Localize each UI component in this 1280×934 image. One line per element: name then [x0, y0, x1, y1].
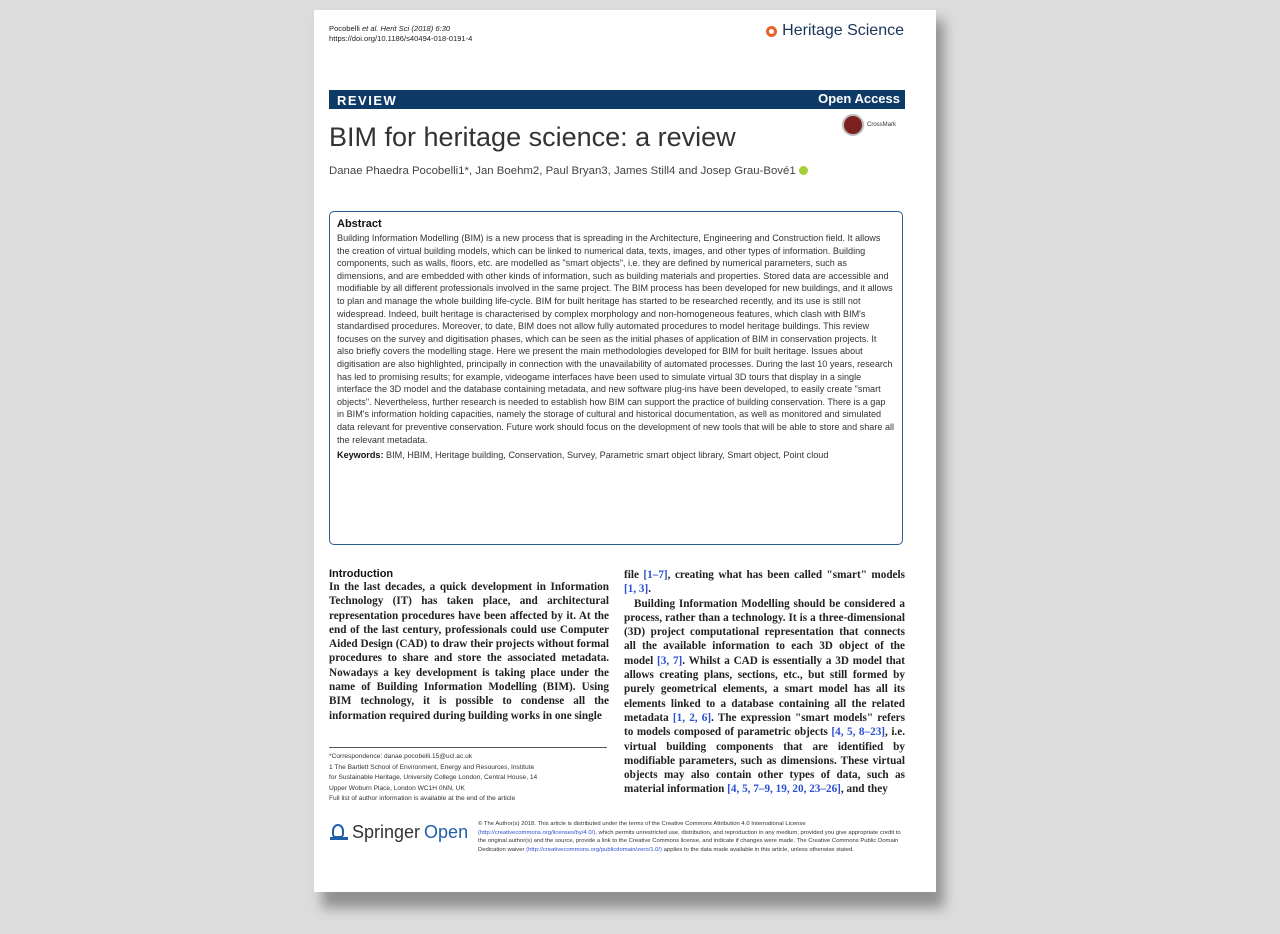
- heritage-science-logo-icon: [766, 26, 777, 37]
- journal-brand: [766, 22, 904, 40]
- crossmark-button[interactable]: [842, 114, 896, 136]
- abstract-heading: Abstract: [337, 218, 382, 230]
- crossmark-label: CrossMark: [867, 122, 897, 128]
- abstract-box: [329, 211, 903, 545]
- abstract-text: Building Information Modelling (BIM) is a new process that is spreading in the Architecture, Engineering and Construction field. It allows the creation of virtual building models, which can be linked to numerical data, texts, images, and other types of information. Building components, such as walls, floors, etc. are modelled as "smart objects", i.e. they are defined by numerical parameters, such as dimensions, and are embedded with other kinds of information, such as building materials and properties. Stored data are accessible and modifiable by all different professionals involved in the same project. The BIM process has been developed for new buildings, and it allows to plan and manage the whole building life-cycle. BIM for built heritage has started to be researched recently, and its use is still not widespread. Indeed, built heritage is characterised by complex morphology and non-homogeneous features, which clash with BIM's standardised procedures. Moreover, to date, BIM does not allow fully automated procedures to model heritage buildings. This review focuses on the survey and digitisation phases, which can be seen as the initial phases of application of BIM in conservation projects. It also briefly covers the modelling stage. Here we present the main methodologies developed for BIM for built heritage. Issues about digitisation are also highlighted, principally in connection with the unavailability of automated processes. During the last 10 years, research has led to promising results; for example, videogame interfaces have been used to simulate virtual 3D tours that display in a single interface the 3D model and the database containing metadata, and new software plug-ins have been developed, to easily create "smart objects". Nevertheless, further research is needed to establish how BIM can support the practice of building conservation. There is a gap in BIM's information holding capacities, namely the storage of cultural and historical documentation, as well as monitored and simulated data relevant for preventive conservation. Future work should focus on the development of new tools that will be able to store and share all the relevant metadata.: [337, 233, 895, 445]
- paper-page: [314, 10, 936, 892]
- orcid-icon[interactable]: [799, 166, 808, 175]
- citation-authors: Pocobelli: [329, 24, 362, 33]
- citation-block: [329, 24, 472, 44]
- footnote-divider: [329, 747, 607, 748]
- article-title: BIM for heritage science: a review: [329, 122, 736, 152]
- waiver-link[interactable]: (http://creativecommons.org/publicdomain/zero/1.0/): [526, 846, 663, 853]
- article-type-banner: [329, 90, 905, 109]
- article-type-label: REVIEW: [337, 93, 398, 108]
- journal-name: Heritage Science: [782, 22, 904, 39]
- citation-year: (2018) 6:30: [409, 24, 451, 33]
- crossmark-icon: [842, 114, 864, 136]
- citation-link[interactable]: [1–7]: [643, 569, 668, 581]
- citation-link[interactable]: [1, 3]: [624, 583, 649, 596]
- publisher-name: Springer: [352, 822, 421, 842]
- authors-text: Danae Phaedra Pocobelli1*, Jan Boehm2, Paul Bryan3, James Still4 and Josep Grau‑Bové1: [329, 165, 796, 177]
- citation-link[interactable]: [1, 2, 6]: [672, 711, 712, 724]
- citation-link[interactable]: [4, 5, 7–9, 19, 20, 23–26]: [727, 783, 841, 796]
- springer-horse-icon: [330, 823, 348, 843]
- introduction-heading: Introduction: [329, 568, 394, 580]
- citation-link[interactable]: [4, 5, 8–23]: [831, 726, 886, 739]
- left-column: [329, 568, 609, 723]
- citation-journal: et al. Herit Sci: [361, 24, 410, 33]
- introduction-left-text: In the last decades, a quick development in Information Technology (IT) has taken place, and architectural representation procedures have been affected by it. At the end of the last century, professionals could use Computer Aided Design (CAD) to draw their projects without formal procedures to share and store the associated metadata. Nowadays a key development is taking place under the name of Building Information Modelling (BIM). Using BIM technology, it is possible to condense all the information required during building works in one single: [329, 581, 609, 722]
- right-column: [624, 568, 905, 797]
- correspondence-note: *Correspondence: danae.pocobelli.15@ucl.ac.uk: [329, 753, 473, 760]
- springer-open-logo: [330, 822, 468, 843]
- publisher-open: Open: [424, 822, 469, 842]
- full-list-note: Full list of author information is available at the end of the article: [329, 795, 516, 803]
- introduction-right-p1: file [1–7], creating what has been called "smart" models [1, 3].: [624, 569, 905, 596]
- affiliation-line: Upper Woburn Place, London WC1H 0NN, UK: [329, 784, 465, 792]
- license-link[interactable]: (http://creativecommons.org/licenses/by/4.0/): [478, 829, 596, 836]
- open-access-label: Open Access: [818, 91, 900, 106]
- license-text: © The Author(s) 2018. This article is distributed under the terms of the Creative Commons Attribution 4.0 International License (http://creativecommons.org/licenses/by/4.0/), which permits unrestricted use, distribution, and reproduction in any medium, provided you give appropriate credit to the original author(s) and the source, provide a link to the Creative Commons license, and indicate if changes were made. The Creative Commons Public Domain Dedication waiver (http://creativecommons.org/publicdomain/zero/1.0/) applies to the data made available in this article, unless otherwise stated.: [478, 821, 901, 853]
- author-list: [329, 165, 808, 177]
- keywords-label: Keywords:: [337, 450, 384, 461]
- footnotes: [329, 752, 609, 805]
- doi-link[interactable]: https://doi.org/10.1186/s40494-018-0191-4: [329, 34, 473, 43]
- affiliation-line: 1 The Bartlett School of Environment, Energy and Resources, Institute: [329, 763, 535, 771]
- keywords-text: BIM, HBIM, Heritage building, Conservation, Survey, Parametric smart object library, Smart object, Point cloud: [383, 450, 829, 461]
- keywords: [337, 449, 895, 461]
- citation-link[interactable]: [3, 7]: [657, 654, 683, 667]
- affiliation-line: for Sustainable Heritage, University College London, Central House, 14: [329, 774, 538, 782]
- introduction-right-p2: Building Information Modelling should be considered a process, rather than a technology. It is a three-dimensional (3D) project computational representation that connects all the available information to each 3D object of the model [3, 7]. Whilst a CAD is essentially a 3D model that allows creating plans, sections, etc., but still formed by purely geometrical elements, a smart model has all its elements linked to a database containing all the related metadata [1, 2, 6]. The expression "smart models" refers to models composed of parametric objects [4, 5, 8–23], i.e. virtual building components that are identified by modifiable parameters, such as dimensions. These virtual objects may also contain other types of data, such as material information [4, 5, 7–9, 19, 20, 23–26], and they: [624, 597, 906, 796]
